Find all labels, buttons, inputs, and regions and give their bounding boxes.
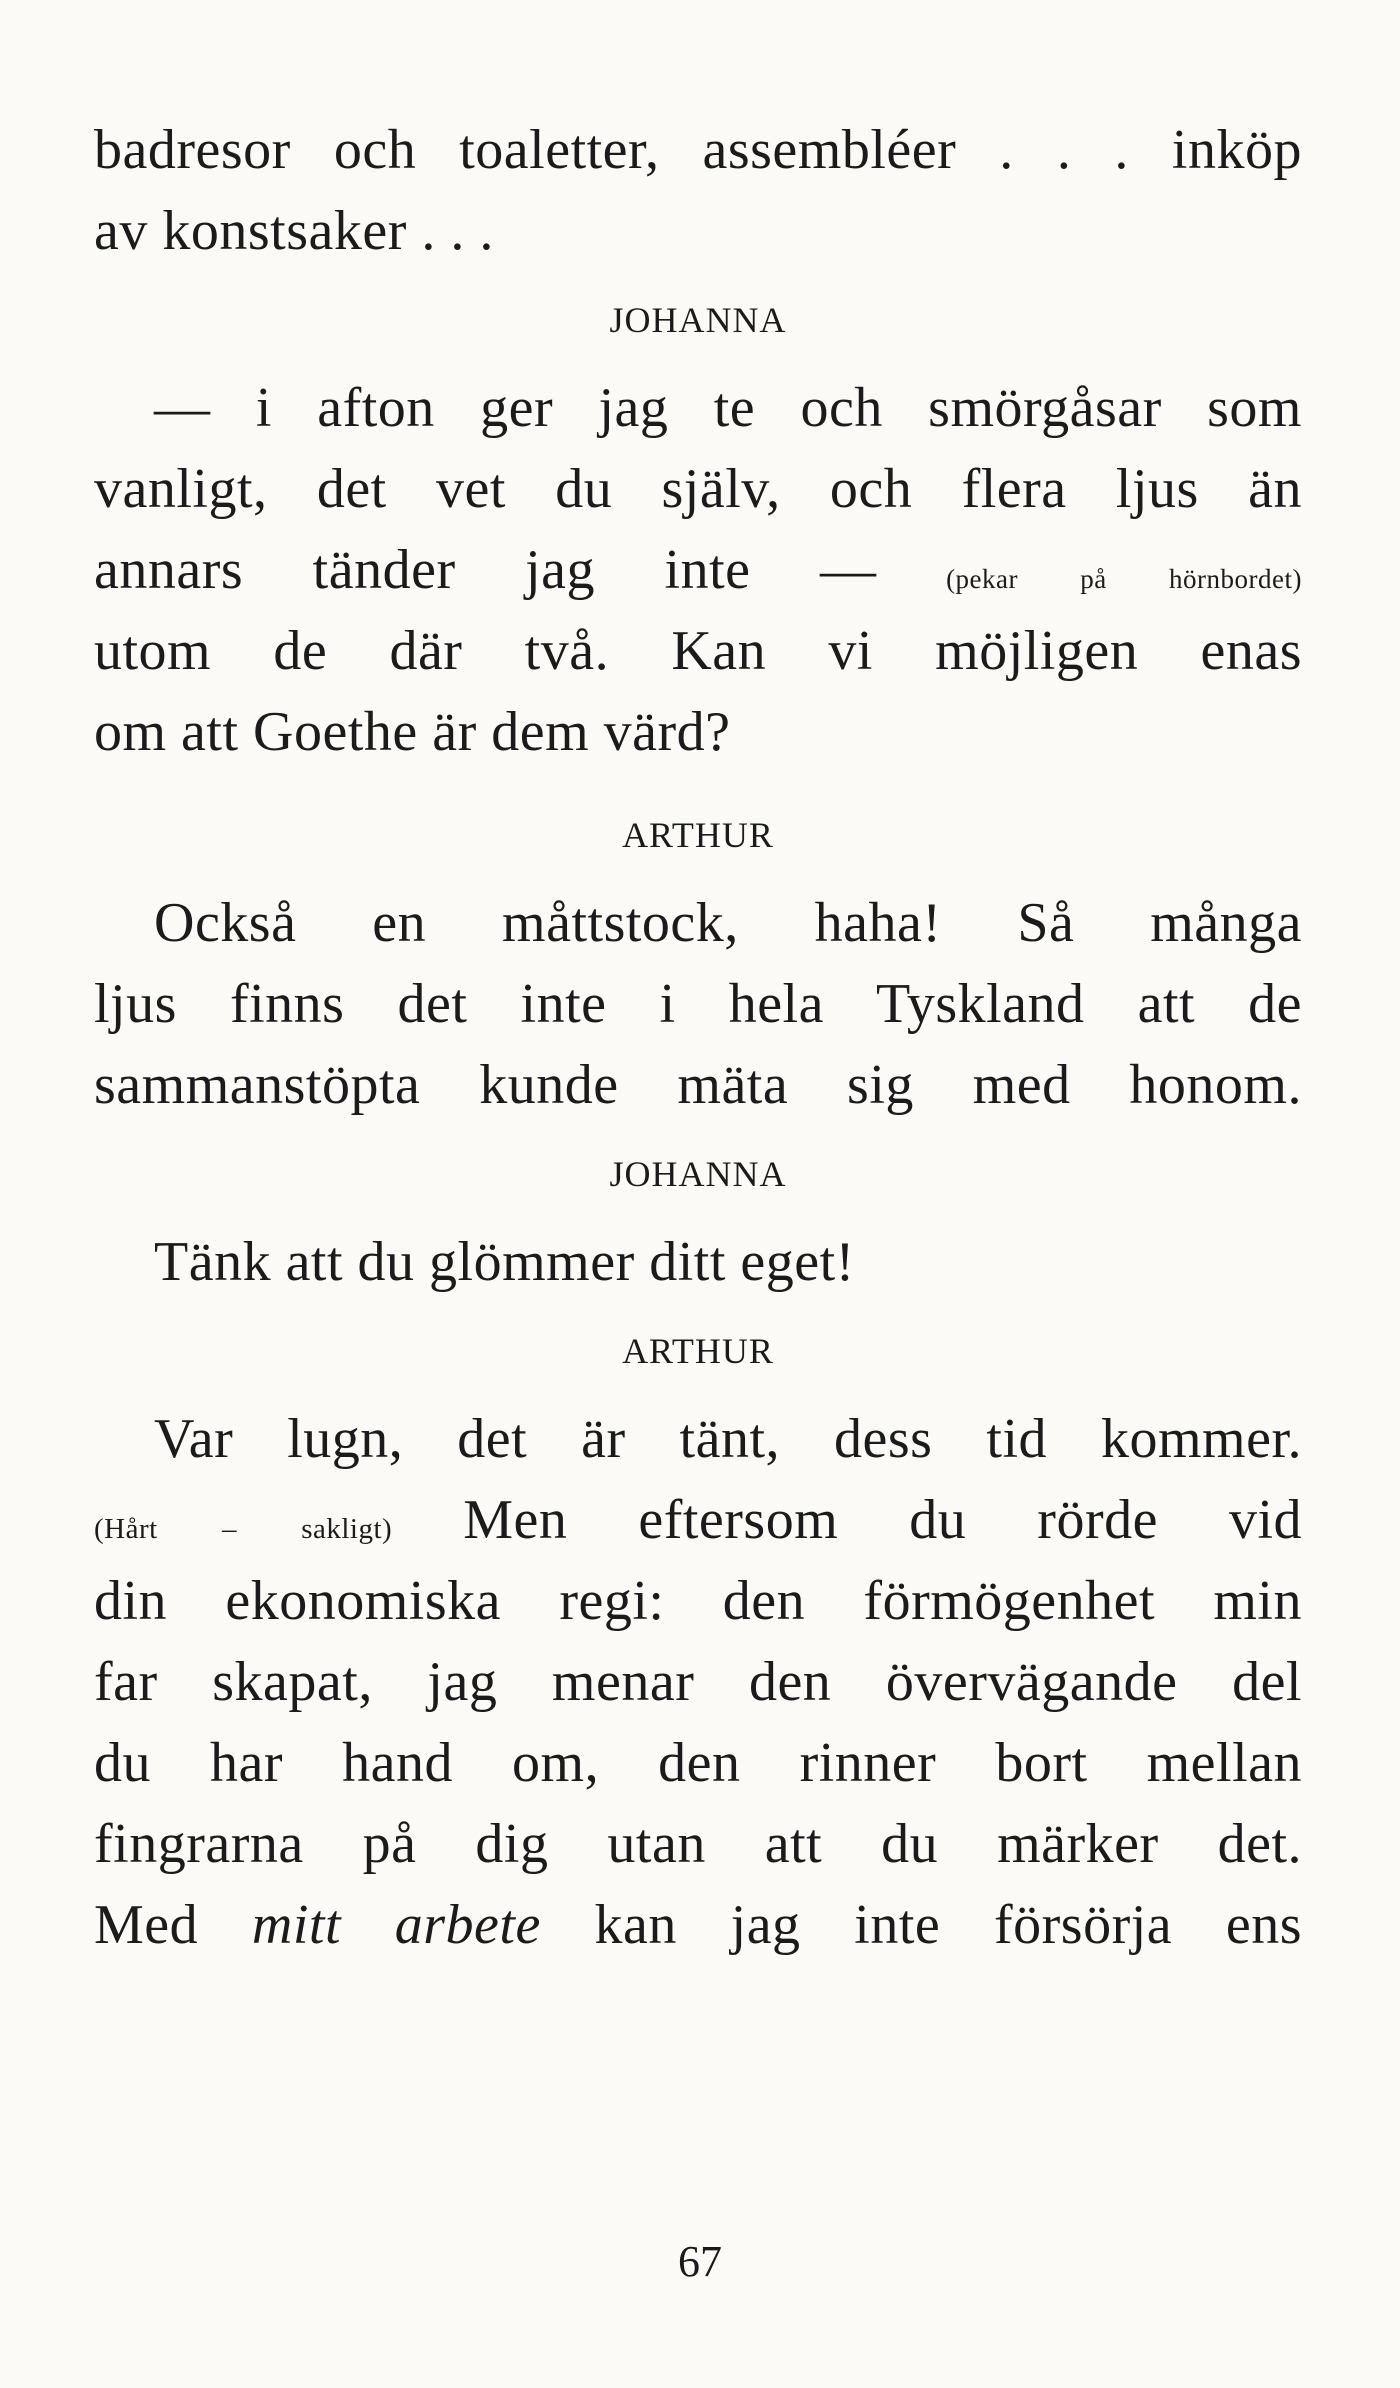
text-line: far skapat, jag menar den övervägande del (94, 1651, 1302, 1713)
text-segment: Men eftersom du rörde vid (463, 1489, 1303, 1551)
speaker-name: ARTHUR (622, 1331, 774, 1371)
text-line-with-stage-direction (94, 530, 1302, 611)
text-line-with-stage-direction (94, 1480, 1302, 1561)
text-segment: kan jag inte försörja ens (594, 1894, 1303, 1956)
page-number: 67 (678, 2237, 722, 2286)
text-line: om att Goethe är dem värd? (94, 701, 731, 763)
text-line: vanligt, det vet du själv, och flera ljus än (94, 458, 1302, 520)
page-text (94, 110, 1302, 1966)
text-line: ljus finns det inte i hela Tyskland att de (94, 973, 1302, 1035)
text-line: utom de där två. Kan vi möjligen enas (94, 620, 1302, 682)
stage-direction: (Hårt – sakligt) (94, 1513, 393, 1545)
text-line: av konstsaker . . . (94, 200, 494, 262)
speaker-name: ARTHUR (622, 815, 774, 855)
text-line (94, 1885, 1302, 1966)
text-line: du har hand om, den rinner bort mellan (94, 1732, 1302, 1794)
text-line: Också en måttstock, haha! Så många (154, 892, 1302, 954)
text-segment: annars tänder jag inte — (94, 539, 877, 601)
stage-direction: (pekar på hörnbordet) (946, 564, 1302, 594)
text-line: din ekonomiska regi: den förmögenhet min (94, 1570, 1302, 1632)
text-segment: Med (94, 1894, 199, 1956)
text-line: sammanstöpta kunde mäta sig med honom. (94, 1054, 1302, 1116)
text-line: Var lugn, det är tänt, dess tid kommer. (154, 1408, 1302, 1470)
speaker-name: JOHANNA (609, 1154, 787, 1194)
text-line: fingrarna på dig utan att du märker det. (94, 1813, 1302, 1875)
emphasized-text: mitt arbete (251, 1894, 541, 1956)
speaker-name: JOHANNA (609, 300, 787, 340)
text-line: badresor och toaletter, assembléer . . . inköp (94, 119, 1302, 181)
text-line: — i afton ger jag te och smörgåsar som (154, 377, 1302, 439)
text-line: Tänk att du glömmer ditt eget! (154, 1231, 855, 1293)
